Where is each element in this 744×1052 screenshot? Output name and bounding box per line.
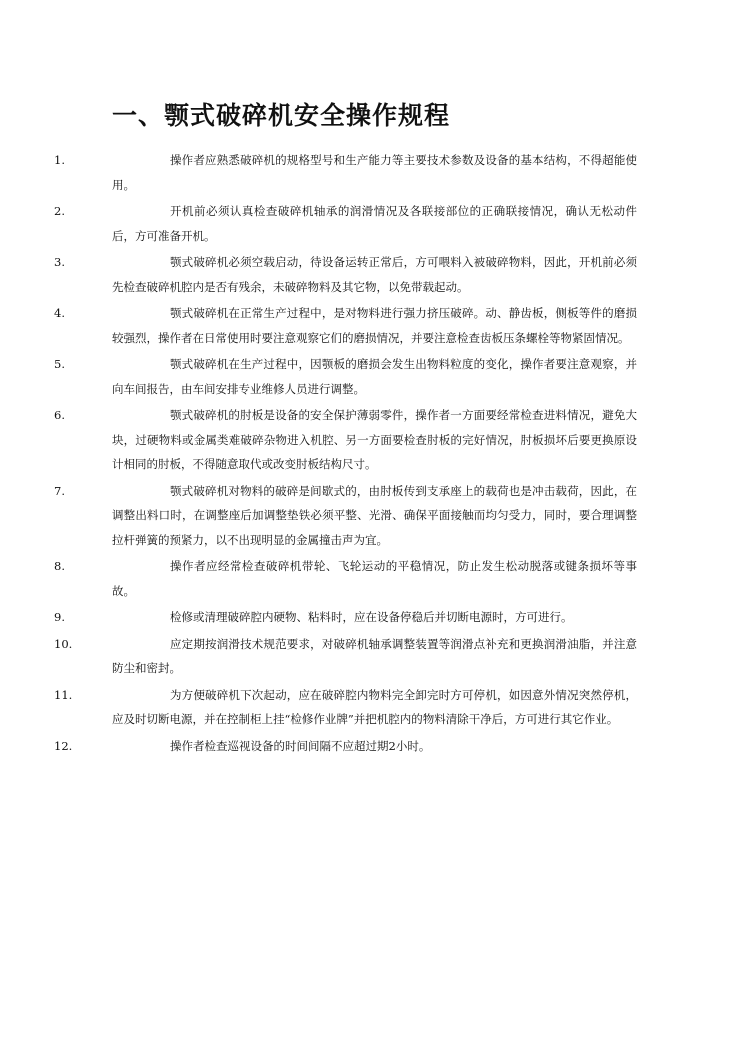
item-text: 开机前必须认真检查破碎机轴承的润滑情况及各联接部位的正确联接情况，确认无松动件后，方可准备开机。	[112, 204, 637, 243]
item-text: 检修或清理破碎腔内硬物、粘料时，应在设备停稳后并切断电源时，方可进行。	[170, 610, 573, 624]
item-number: 11.	[54, 687, 73, 702]
list-item	[54, 148, 637, 197]
item-number: 1.	[54, 153, 65, 167]
item-number: 12.	[54, 738, 73, 753]
item-number: 10.	[54, 636, 73, 651]
list-item	[54, 199, 637, 248]
item-number: 5.	[54, 357, 65, 371]
item-text: 操作者检查巡视设备的时间间隔不应超过期2小时。	[170, 738, 431, 753]
item-text: 应定期按润滑技术规范要求，对破碎机轴承调整装置等润滑点补充和更换润滑油脂，并注意防尘和密封。	[112, 636, 637, 675]
item-number: 9.	[54, 610, 65, 624]
list-item	[54, 734, 637, 759]
list-item	[54, 554, 637, 603]
list-item	[54, 250, 637, 299]
item-number: 7.	[54, 483, 65, 498]
item-number: 2.	[54, 204, 65, 218]
item-text: 颚式破碎机对物料的破碎是间歇式的，由肘板传到支承座上的载荷也是冲击载荷，因此，在调整出料口时，在调整座后加调整垫铁必须平整、光滑、确保平面接触而均匀受力，同时，要合理调整拉杆弹簧的预紧力，以不出现明显的金属撞击声为宜。	[112, 483, 637, 547]
list-item	[54, 301, 637, 350]
list-item	[54, 352, 637, 401]
list-item	[54, 632, 637, 681]
item-number: 3.	[54, 255, 65, 269]
list-item	[54, 605, 637, 630]
item-text: 颚式破碎机在生产过程中，因颚板的磨损会发生出物料粒度的变化，操作者要注意观察，并向车间报告，由车间安排专业维修人员进行调整。	[112, 357, 637, 396]
list-item	[54, 403, 637, 477]
item-text: 颚式破碎机在正常生产过程中，是对物料进行强力挤压破碎。动、静齿板，侧板等件的磨损较强烈，操作者在日常使用时要注意观察它们的磨损情况，并要注意检查齿板压条螺栓等物紧固情况。	[112, 306, 637, 345]
item-text: 颚式破碎机必须空载启动，待设备运转正常后，方可喂料入被破碎物料，因此，开机前必须先检查破碎机腔内是否有残余，未破碎物料及其它物，以免带载起动。	[112, 255, 637, 294]
item-number: 4.	[54, 306, 65, 320]
list-item	[54, 479, 637, 553]
item-text: 操作者应熟悉破碎机的规格型号和生产能力等主要技术参数及设备的基本结构，不得超能使用。	[112, 153, 637, 192]
item-text: 操作者应经常检查破碎机带轮、飞轮运动的平稳情况，防止发生松动脱落或键条损坏等事故。	[112, 559, 637, 598]
list-item	[54, 683, 637, 732]
item-number: 8.	[54, 559, 65, 573]
item-list	[54, 148, 637, 760]
item-number: 6.	[54, 408, 65, 422]
item-text: 颚式破碎机的肘板是设备的安全保护薄弱零件，操作者一方面要经常检查进料情况，避免大块，过硬物料或金属类难破碎杂物进入机腔、另一方面要检查肘板的完好情况，肘板损坏后要更换原设计相同的肘板，不得随意取代或改变肘板结构尺寸。	[112, 408, 637, 471]
document-title: 一、颚式破碎机安全操作规程	[112, 101, 451, 130]
item-text: 为方便破碎机下次起动，应在破碎腔内物料完全卸完时方可停机，如因意外情况突然停机，应及时切断电源，并在控制柜上挂“检修作业牌”并把机腔内的物料清除干净后，方可进行其它作业。	[112, 687, 637, 726]
